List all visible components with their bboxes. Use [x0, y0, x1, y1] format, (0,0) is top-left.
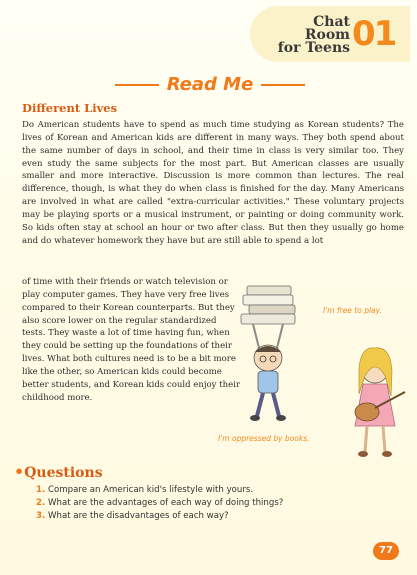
chapter-number: 01 — [352, 14, 396, 54]
questions-heading-text: Questions — [24, 465, 103, 481]
chapter-title — [270, 16, 350, 55]
questions-list — [36, 484, 283, 523]
question-item — [36, 510, 283, 523]
question-text: What are the advantages of each way of doing things? — [48, 498, 284, 508]
questions-heading — [14, 462, 103, 481]
question-number: 1. — [36, 485, 46, 495]
caption-boy: I'm oppressed by books. — [218, 434, 310, 443]
chapter-title-line1: Chat Room — [304, 14, 350, 43]
section-title-rule-left — [115, 84, 159, 86]
article-subheading: Different Lives — [22, 101, 118, 115]
section-title — [100, 74, 320, 95]
question-number: 3. — [36, 511, 46, 521]
caption-girl: I'm free to play. — [323, 306, 382, 315]
question-text: What are the disadvantages of each way? — [48, 511, 229, 521]
question-number: 2. — [36, 498, 46, 508]
section-title-text: Read Me — [166, 74, 254, 95]
question-text: Compare an American kid's lifestyle with yours. — [48, 485, 254, 495]
question-item — [36, 497, 283, 510]
boy-figure-icon — [250, 324, 286, 421]
article-body-side: of time with their friends or watch television or play computer games. They have very free lives compared to their Korean counterparts. But they also score lower on the regular standardized tests. They waste a lot of time having fun, when they could be setting up the foundations of their lives. What both cultures need is to be a bit more like the other, so American kids could become better students, and Korean kids could enjoy their childhood more. — [22, 277, 240, 403]
question-item — [36, 484, 283, 497]
girl-guitar-icon — [355, 348, 405, 457]
book-stack-icon — [241, 286, 295, 324]
chapter-title-line2: for Teens — [277, 40, 350, 56]
page-number-badge: 77 — [373, 542, 399, 560]
article-body-full: Do American students have to spend as much time studying as Korean students? The lives of Korean and American kids are different in many ways. They both spend about the same number of days in school, and their time in class is very similar too. They even study the same subjects for the most part. But American classes are usually smaller and more interactive. Discussion is more common than lectures. The real difference, though, is what they do when class is finished for the day. Many Americans are involved in what are called "extra-curricular activities." These voluntary projects may be playing sports or a musical instrument, or painting or doing community work. So kids often stay at school an hour or two after class. But then they usually go home and do whatever homework they have but are still able to spend a lot — [22, 120, 404, 246]
section-title-rule-right — [261, 84, 305, 86]
bullet-dot-icon: • — [14, 462, 25, 481]
